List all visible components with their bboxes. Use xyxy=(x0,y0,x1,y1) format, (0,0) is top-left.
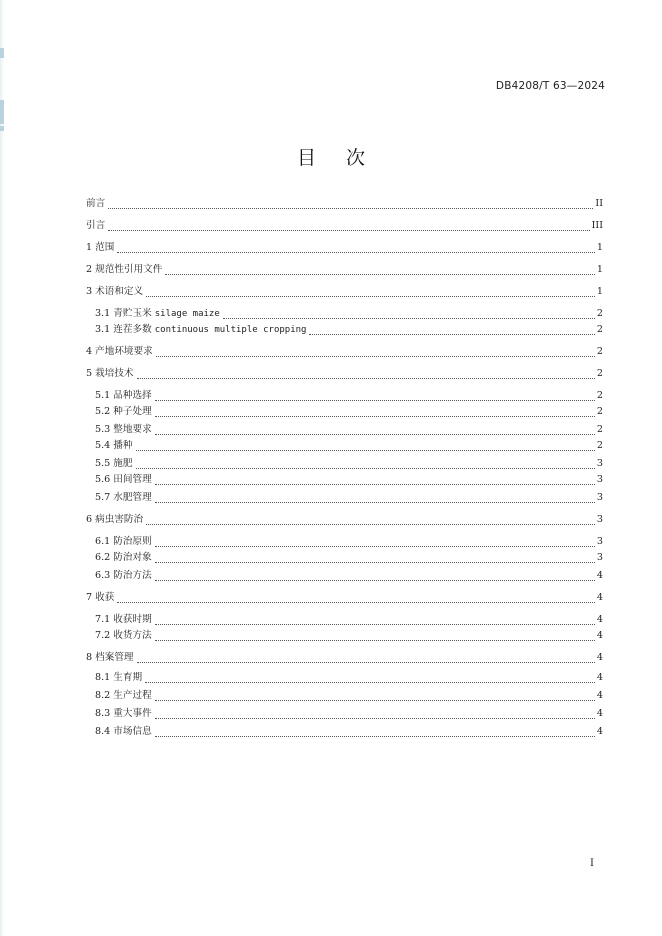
toc-subentry[interactable] xyxy=(95,404,603,420)
toc-entry-title: 6 病虫害防治 xyxy=(86,514,144,525)
toc-entry-label xyxy=(95,550,153,566)
toc-dot-leader xyxy=(155,624,595,625)
toc-entry-title: 5.7 水肥管理 xyxy=(95,492,152,503)
toc-dot-leader xyxy=(155,546,595,547)
toc-page-number: 2 xyxy=(596,346,603,357)
toc-page-number: 4 xyxy=(596,652,603,663)
toc-page-number: 2 xyxy=(596,324,603,335)
scan-edge xyxy=(0,0,4,936)
toc-subentry[interactable] xyxy=(95,550,603,566)
toc-page-number: 1 xyxy=(596,264,603,275)
toc-subentry[interactable] xyxy=(95,472,603,488)
toc-dot-leader xyxy=(155,434,595,435)
toc-entry-title: 5.5 施肥 xyxy=(95,458,133,469)
toc-entry[interactable] xyxy=(86,262,603,278)
toc-entry-title: 3 术语和定义 xyxy=(86,286,144,297)
toc-page-number: 4 xyxy=(596,672,603,683)
toc-subentry[interactable] xyxy=(95,670,603,686)
toc-entry-title: 6.3 防治方法 xyxy=(95,570,152,581)
toc-entry-title: 3.1 连茬多数 xyxy=(95,324,155,335)
toc-page-number: 4 xyxy=(596,614,603,625)
toc-entry-english-term: silage maize xyxy=(154,309,220,319)
toc-page-number: 4 xyxy=(596,570,603,581)
toc-dot-leader xyxy=(136,468,595,469)
toc-entry-title: 8.1 生育期 xyxy=(95,672,143,683)
toc-page-number: 3 xyxy=(596,514,603,525)
document-code: DB4208/T 63—2024 xyxy=(495,80,605,92)
toc-entry-label xyxy=(95,456,134,472)
toc-entry-label xyxy=(95,688,153,704)
toc-entry[interactable] xyxy=(86,344,603,360)
toc-page-number: 4 xyxy=(596,630,603,641)
toc-dot-leader xyxy=(108,208,593,209)
toc-dot-leader xyxy=(155,502,595,503)
toc-dot-leader xyxy=(155,580,595,581)
toc-entry[interactable] xyxy=(86,284,603,300)
toc-entry[interactable] xyxy=(86,590,603,606)
page-title: 目次 xyxy=(296,147,395,169)
toc-entry-title: 5.6 田间管理 xyxy=(95,474,152,485)
toc-page-number: 3 xyxy=(596,552,603,563)
toc-entry-title: 7.2 收货方法 xyxy=(95,630,152,641)
toc-page-number: 2 xyxy=(596,406,603,417)
toc-entry-label xyxy=(86,366,135,382)
toc-entry[interactable] xyxy=(86,650,603,666)
toc-entry-label xyxy=(95,472,153,488)
toc-entry-title: 5.2 种子处理 xyxy=(95,406,152,417)
toc-page-number: II xyxy=(595,198,603,209)
toc-entry-title: 6.2 防治对象 xyxy=(95,552,152,563)
toc-entry-title: 引言 xyxy=(86,220,106,231)
toc-page-number: 3 xyxy=(596,492,603,503)
toc-dot-leader xyxy=(165,274,595,275)
toc-entry-label xyxy=(95,322,307,338)
toc-subentry[interactable] xyxy=(95,322,603,338)
toc-entry-label xyxy=(86,284,144,300)
toc-entry[interactable] xyxy=(86,196,603,212)
toc-dot-leader xyxy=(117,602,595,603)
toc-dot-leader xyxy=(155,484,595,485)
toc-entry-label xyxy=(86,196,106,212)
toc-entry-label xyxy=(86,240,115,256)
toc-dot-leader xyxy=(155,700,595,701)
toc-entry-label xyxy=(95,724,153,740)
toc-dot-leader xyxy=(136,450,595,451)
toc-entry-label xyxy=(86,650,135,666)
toc-entry-title: 8 档案管理 xyxy=(86,652,134,663)
toc-dot-leader xyxy=(155,718,595,719)
toc-entry-label xyxy=(86,344,154,360)
toc-dot-leader xyxy=(145,682,595,683)
toc-entry-label xyxy=(86,218,106,234)
toc-subentry[interactable] xyxy=(95,438,603,454)
toc-subentry[interactable] xyxy=(95,388,603,404)
toc-dot-leader xyxy=(146,524,595,525)
toc-page-number: 4 xyxy=(596,708,603,719)
toc-page-number: 3 xyxy=(596,474,603,485)
toc-entry-title: 7.1 收获时期 xyxy=(95,614,152,625)
scan-mark xyxy=(0,126,4,131)
toc-entry[interactable] xyxy=(86,366,603,382)
toc-entry-label xyxy=(95,670,143,686)
toc-dot-leader xyxy=(137,662,595,663)
toc-entry[interactable] xyxy=(86,512,603,528)
toc-entry-title: 8.3 重大事件 xyxy=(95,708,152,719)
toc-entry-label xyxy=(95,534,153,550)
toc-entry-label xyxy=(95,306,221,322)
toc-subentry[interactable] xyxy=(95,456,603,472)
toc-page-number: 3 xyxy=(596,458,603,469)
toc-entry-english-term: continuous multiple cropping xyxy=(154,325,307,335)
toc-subentry[interactable] xyxy=(95,568,603,584)
toc-entry-title: 5.3 整地要求 xyxy=(95,424,152,435)
toc-dot-leader xyxy=(108,230,589,231)
toc-entry-label xyxy=(95,568,153,584)
toc-page-number: 3 xyxy=(596,536,603,547)
toc-entry-label xyxy=(86,262,163,278)
toc-entry-title: 8.2 生产过程 xyxy=(95,690,152,701)
toc-subentry[interactable] xyxy=(95,706,603,722)
toc-entry-title: 7 收获 xyxy=(86,592,115,603)
toc-subentry[interactable] xyxy=(95,612,603,628)
toc-dot-leader xyxy=(155,736,595,737)
toc-entry-title: 5.4 播种 xyxy=(95,440,133,451)
toc-entry-title: 5.1 品种选择 xyxy=(95,390,152,401)
toc-page-number: 4 xyxy=(596,690,603,701)
toc-entry-label xyxy=(86,512,144,528)
toc-dot-leader xyxy=(137,378,595,379)
toc-dot-leader xyxy=(155,562,595,563)
toc-page-number: 1 xyxy=(596,286,603,297)
scan-mark xyxy=(0,48,4,58)
toc-entry-title: 8.4 市场信息 xyxy=(95,726,152,737)
toc-entry-label xyxy=(95,490,153,506)
toc-entry[interactable] xyxy=(86,218,603,234)
toc-page-number: 2 xyxy=(596,440,603,451)
toc-dot-leader xyxy=(155,400,595,401)
toc-subentry[interactable] xyxy=(95,534,603,550)
toc-entry-label xyxy=(95,404,153,420)
toc-dot-leader xyxy=(309,334,594,335)
toc-dot-leader xyxy=(146,296,595,297)
toc-subentry[interactable] xyxy=(95,490,603,506)
scan-mark xyxy=(0,100,4,124)
toc-dot-leader xyxy=(155,640,595,641)
toc-entry-label xyxy=(95,628,153,644)
toc-entry-title: 3.1 青贮玉米 xyxy=(95,308,155,319)
toc-page-number: 2 xyxy=(596,424,603,435)
toc-dot-leader xyxy=(156,356,595,357)
toc-entry[interactable] xyxy=(86,240,603,256)
toc-page-number: III xyxy=(591,220,603,231)
toc-page-number: 4 xyxy=(596,726,603,737)
toc-page-number: 1 xyxy=(596,242,603,253)
toc-page-number: 2 xyxy=(596,308,603,319)
toc-entry-label xyxy=(95,612,153,628)
toc-dot-leader xyxy=(117,252,595,253)
toc-entry-title: 4 产地环境要求 xyxy=(86,346,153,357)
toc-page-number: 2 xyxy=(596,368,603,379)
toc-subentry[interactable] xyxy=(95,306,603,322)
toc-dot-leader xyxy=(223,318,595,319)
toc-subentry[interactable] xyxy=(95,422,603,438)
toc-page-number: 4 xyxy=(596,592,603,603)
toc-subentry[interactable] xyxy=(95,688,603,704)
toc-entry-label xyxy=(86,590,115,606)
toc-entry-title: 2 规范性引用文件 xyxy=(86,264,163,275)
toc-entry-label xyxy=(95,388,153,404)
toc-entry-title: 5 栽培技术 xyxy=(86,368,134,379)
toc-entry-label xyxy=(95,706,153,722)
toc-subentry[interactable] xyxy=(95,628,603,644)
toc-entry-label xyxy=(95,422,153,438)
toc-entry-label xyxy=(95,438,134,454)
toc-subentry[interactable] xyxy=(95,724,603,740)
toc-page-number: 2 xyxy=(596,390,603,401)
page-number: I xyxy=(590,858,594,869)
toc-entry-title: 前言 xyxy=(86,198,106,209)
toc-entry-title: 1 范围 xyxy=(86,242,115,253)
toc-entry-title: 6.1 防治原则 xyxy=(95,536,152,547)
toc-dot-leader xyxy=(155,416,595,417)
